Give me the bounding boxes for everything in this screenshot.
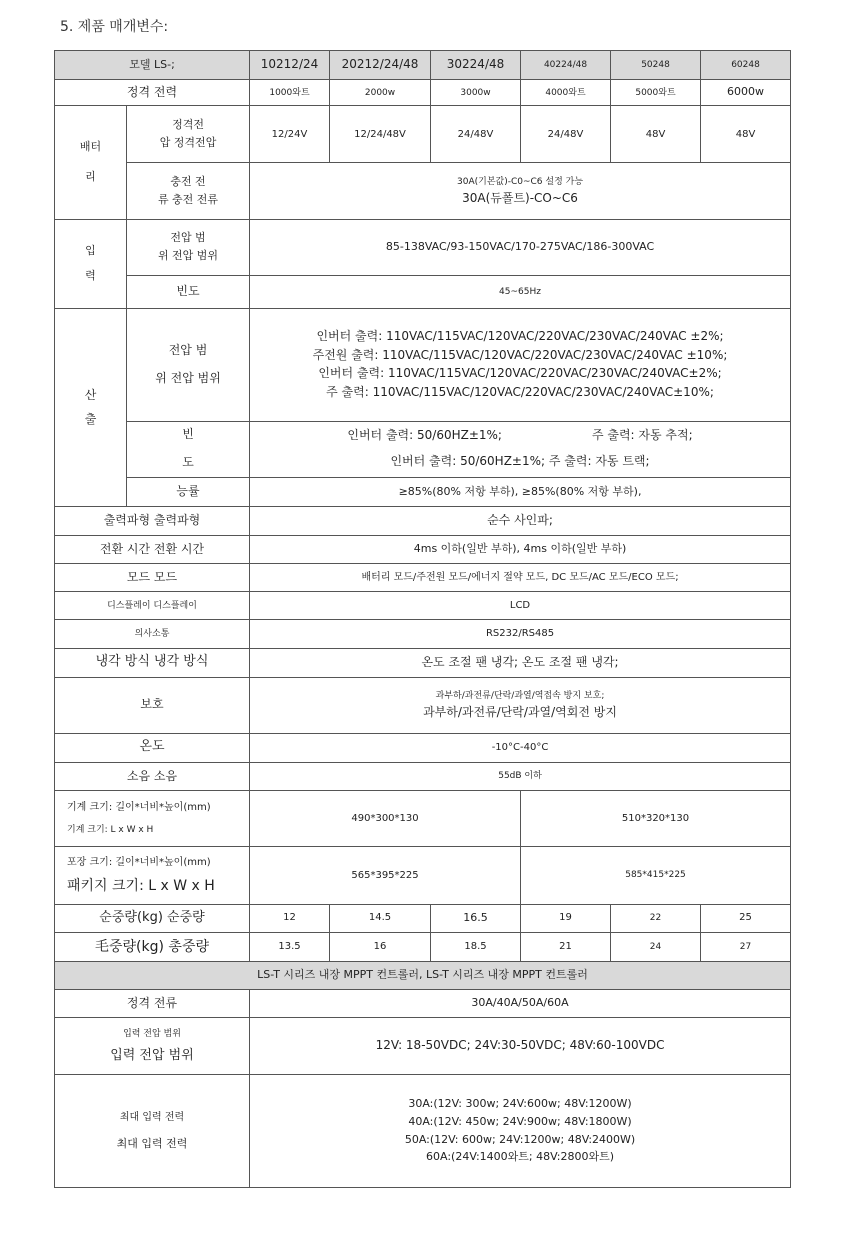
- noise-label: 소음 소음: [55, 762, 250, 790]
- net-weight-cell: 12: [250, 904, 330, 932]
- transfer-row: [55, 536, 791, 564]
- protection-label: 보호: [55, 677, 250, 733]
- battery-charge-value: 30A(기본값)-C0~C6 설정 가능 30A(듀폴트)-CO~C6: [250, 163, 791, 219]
- mppt-current-label: 정격 전류: [55, 989, 250, 1017]
- protection-value: 과부하/과전류/단락/과열/역접속 방지 보호; 과부하/과전류/단락/과열/역회전 방지: [250, 677, 791, 733]
- gross-weight-cell: 24: [611, 932, 701, 961]
- temperature-value: -10°C-40°C: [250, 733, 791, 762]
- communication-label: 의사소통: [55, 620, 250, 648]
- net-weight-row: [55, 904, 791, 932]
- communication-row: [55, 620, 791, 648]
- machine-size-cell: 490*300*130: [250, 791, 521, 847]
- model-cell: 60248: [701, 51, 791, 80]
- gross-weight-cell: 21: [521, 932, 611, 961]
- model-cell: 50248: [611, 51, 701, 80]
- gross-weight-cell: 27: [701, 932, 791, 961]
- package-size-row: [55, 847, 791, 904]
- page-heading: 5. 제품 매개변수:: [60, 19, 169, 35]
- rated-power-cell: 2000w: [330, 80, 431, 106]
- model-row: [55, 51, 791, 80]
- battery-voltage-cell: 48V: [701, 106, 791, 163]
- display-label: 디스플레이 디스플레이: [55, 592, 250, 620]
- display-row: [55, 592, 791, 620]
- spec-table: [54, 50, 791, 1188]
- mppt-section-row: [55, 961, 791, 989]
- battery-voltage-cell: 24/48V: [521, 106, 611, 163]
- gross-weight-cell: 18.5: [431, 932, 521, 961]
- protection-row: [55, 677, 791, 733]
- cooling-label: 냉각 방식 냉각 방식: [55, 648, 250, 677]
- input-freq-row: [55, 275, 791, 308]
- gross-weight-cell: 13.5: [250, 932, 330, 961]
- input-freq-value: 45~65Hz: [250, 275, 791, 308]
- model-cell: 10212/24: [250, 51, 330, 80]
- model-cell: 20212/24/48: [330, 51, 431, 80]
- input-group-label: 입 력: [55, 219, 127, 308]
- efficiency-row: [55, 477, 791, 506]
- rated-power-cell: 4000와트: [521, 80, 611, 106]
- efficiency-label: 능률: [127, 477, 250, 506]
- net-weight-cell: 22: [611, 904, 701, 932]
- input-voltage-row: [55, 219, 791, 275]
- cooling-row: [55, 648, 791, 677]
- mppt-power-label: 최대 입력 전력 최대 입력 전력: [55, 1075, 250, 1188]
- mode-label: 모드 모드: [55, 564, 250, 592]
- noise-row: [55, 762, 791, 790]
- mppt-input-row: [55, 1018, 791, 1075]
- mppt-input-label: 입력 전압 범위 입력 전압 범위: [55, 1018, 250, 1075]
- output-freq-value: 인버터 출력: 50/60HZ±1%; 주 출력: 자동 추적; 인버터 출력: 50/60HZ±1%; 주 출력: 자동 트랙;: [250, 421, 791, 477]
- model-cell: 30224/48: [431, 51, 521, 80]
- output-voltage-value: 인버터 출력: 110VAC/115VAC/120VAC/220VAC/230VAC/240VAC ±2%; 주전원 출력: 110VAC/115VAC/120VAC/220VAC/230VAC/240VAC ±10%; 인버터 출력: 110VAC/115VAC/120VAC/220VAC/230VAC/240VAC±2%; 주 출력: 110VAC/115VAC/120VAC/220VAC/230VAC/240VAC±10%;: [250, 309, 791, 421]
- waveform-label: 출력파형 출력파형: [55, 506, 250, 535]
- output-freq-label: 빈 도: [127, 421, 250, 477]
- machine-size-row: [55, 791, 791, 847]
- battery-voltage-label: 정격전 압 정격전압: [127, 106, 250, 163]
- model-label: 모델 LS-;: [55, 51, 250, 80]
- rated-power-cell: 5000와트: [611, 80, 701, 106]
- package-size-cell: 585*415*225: [521, 847, 791, 904]
- battery-voltage-cell: 24/48V: [431, 106, 521, 163]
- output-freq-row: [55, 421, 791, 477]
- rated-power-row: [55, 80, 791, 106]
- rated-power-cell: 6000w: [701, 80, 791, 106]
- cooling-value: 온도 조절 팬 냉각; 온도 조절 팬 냉각;: [250, 648, 791, 677]
- output-group-label: 산 출: [55, 309, 127, 507]
- battery-group-label: 배터 리: [55, 106, 127, 219]
- input-voltage-label: 전압 범 위 전압 범위: [127, 219, 250, 275]
- net-weight-cell: 25: [701, 904, 791, 932]
- temperature-label: 온도: [55, 733, 250, 762]
- net-weight-cell: 14.5: [330, 904, 431, 932]
- input-voltage-value: 85-138VAC/93-150VAC/170-275VAC/186-300VAC: [250, 219, 791, 275]
- mode-value: 배터리 모드/주전원 모드/에너지 절약 모드, DC 모드/AC 모드/ECO 모드;: [250, 564, 791, 592]
- mppt-section-title: LS-T 시리즈 내장 MPPT 컨트롤러, LS-T 시리즈 내장 MPPT 컨트롤러: [55, 961, 791, 989]
- input-freq-label: 빈도: [127, 275, 250, 308]
- package-size-label: 포장 크기: 길이*너비*높이(mm) 패키지 크기: L x W x H: [55, 847, 250, 904]
- waveform-value: 순수 사인파;: [250, 506, 791, 535]
- communication-value: RS232/RS485: [250, 620, 791, 648]
- net-weight-cell: 16.5: [431, 904, 521, 932]
- mppt-input-value: 12V: 18-50VDC; 24V:30-50VDC; 48V:60-100VDC: [250, 1018, 791, 1075]
- output-voltage-label: 전압 범 위 전압 범위: [127, 309, 250, 421]
- noise-value: 55dB 이하: [250, 762, 791, 790]
- battery-charge-label: 충전 전 류 충전 전류: [127, 163, 250, 219]
- efficiency-value: ≥85%(80% 저항 부하), ≥85%(80% 저항 부하),: [250, 477, 791, 506]
- battery-charge-row: [55, 163, 791, 219]
- battery-voltage-cell: 48V: [611, 106, 701, 163]
- transfer-label: 전환 시간 전환 시간: [55, 536, 250, 564]
- battery-voltage-cell: 12/24/48V: [330, 106, 431, 163]
- output-voltage-row: [55, 309, 791, 421]
- rated-power-cell: 3000w: [431, 80, 521, 106]
- rated-power-cell: 1000와트: [250, 80, 330, 106]
- package-size-cell: 565*395*225: [250, 847, 521, 904]
- net-weight-label: 순중량(kg) 순중량: [55, 904, 250, 932]
- mode-row: [55, 564, 791, 592]
- gross-weight-cell: 16: [330, 932, 431, 961]
- display-value: LCD: [250, 592, 791, 620]
- rated-power-label: 정격 전력: [55, 80, 250, 106]
- net-weight-cell: 19: [521, 904, 611, 932]
- waveform-row: [55, 506, 791, 535]
- machine-size-label: 기계 크기: 길이*너비*높이(mm) 기계 크기: L x W x H: [55, 791, 250, 847]
- battery-voltage-row: [55, 106, 791, 163]
- mppt-current-row: [55, 989, 791, 1017]
- gross-weight-row: [55, 932, 791, 961]
- gross-weight-label: 毛중량(kg) 총중량: [55, 932, 250, 961]
- temperature-row: [55, 733, 791, 762]
- machine-size-cell: 510*320*130: [521, 791, 791, 847]
- transfer-value: 4ms 이하(일반 부하), 4ms 이하(일반 부하): [250, 536, 791, 564]
- model-cell: 40224/48: [521, 51, 611, 80]
- mppt-current-value: 30A/40A/50A/60A: [250, 989, 791, 1017]
- battery-voltage-cell: 12/24V: [250, 106, 330, 163]
- mppt-power-value: 30A:(12V: 300w; 24V:600w; 48V:1200W) 40A:(12V: 450w; 24V:900w; 48V:1800W) 50A:(12V: 600w; 24V:1200w; 48V:2400W) 60A:(24V:1400와트; 48V:2800와트): [250, 1075, 791, 1188]
- mppt-power-row: [55, 1075, 791, 1188]
